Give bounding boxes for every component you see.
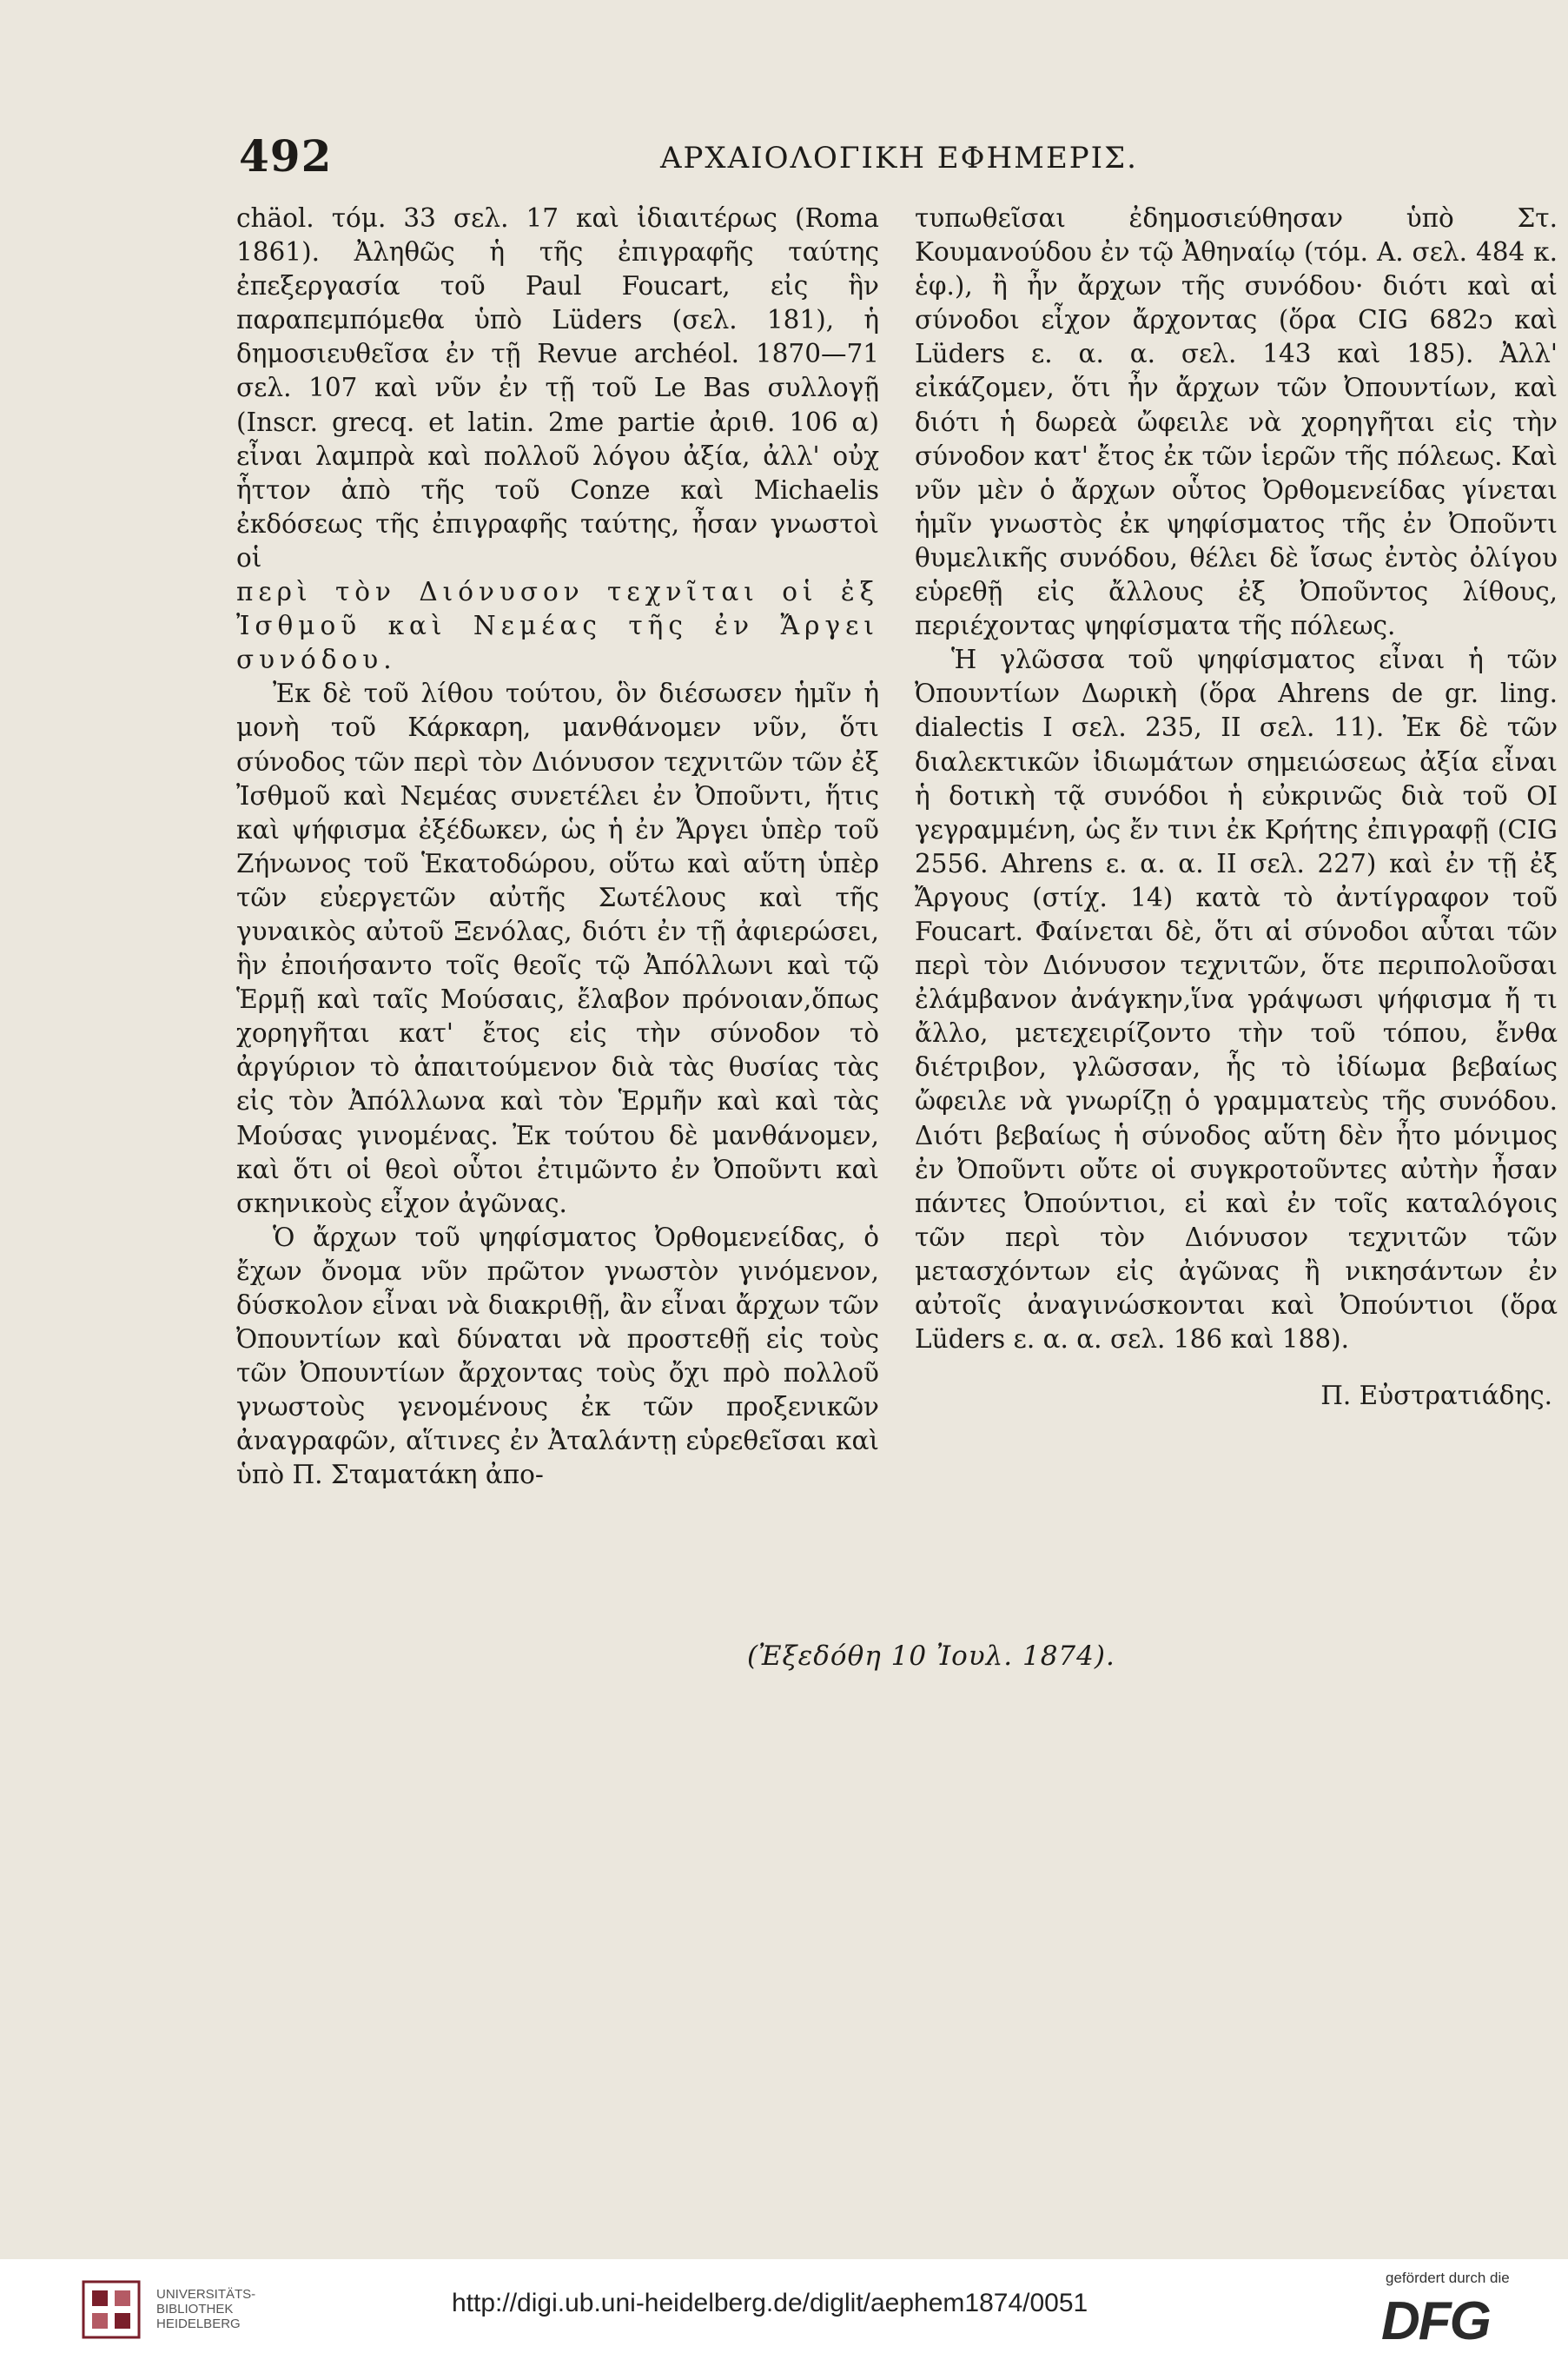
library-emblem-icon: [80, 2278, 142, 2341]
university-library-logo[interactable]: [80, 2278, 256, 2339]
library-line: HEIDELBERG: [156, 2317, 241, 2331]
page-number: 492: [239, 130, 333, 182]
library-line: BIBLIOTHEK: [156, 2302, 234, 2317]
paragraph: τυπωθεῖσαι ἐδημοσιεύθησαν ὑπὸ Στ. Κουμανούδου ἐν τῷ Ἀθηναίῳ (τόμ. Α. σελ. 484 κ. ἑφ.), ἢ ἦν ἄρχων τῆς συνόδου· διότι καὶ αἱ σύνοδοι εἶχον ἄρχοντας (ὅρα CIG 682ͻ καὶ Lüders ε. α. α. σελ. 143 καὶ 185). Ἀλλ' εἰκάζομεν, ὅτι ἦν ἄρχων τῶν Ὀπουντίων, καὶ διότι ἡ δωρεὰ ὤφειλε νὰ χορηγῆται εἰς τὴν σύνοδον κατ' ἔτος ἐκ τῶν ἱερῶν τῆς πόλεως. Καὶ νῦν μὲν ὁ ἄρχων οὗτος Ὀρθομενείδας γίνεται ἡμῖν γνωστὸς ἐκ ψηφίσματος τῆς ἐν Ὀποῦντι θυμελικῆς συνόδου, θέλει δὲ ἴσως ἐντὸς ὀλίγου εὑρεθῇ εἰς ἄλλους ἐξ Ὀποῦντος λίθους, περιέχοντας ψηφίσματα τῆς πόλεως.: [915, 203, 1558, 641]
funded-by-label: gefördert durch die: [1386, 2270, 1510, 2286]
author-signature: Π. Εὐστρατιάδης.: [1320, 1381, 1552, 1411]
left-column: [236, 202, 879, 1493]
dfg-logo[interactable]: DFG: [1381, 2291, 1490, 2351]
paragraph: Ὁ ἄρχων τοῦ ψηφίσματος Ὀρθομενείδας, ὁ ἔχων ὄνομα νῦν πρῶτον γνωστὸν γινόμενον, δύσκολον εἶναι νὰ διακριθῇ, ἂν εἶναι ἄρχων τῶν Ὀπουντίων καὶ δύναται νὰ προστεθῇ εἰς τοὺς τῶν Ὀπουντίων ἄρχοντας τοὺς ὄχι πρὸ πολλοῦ γνωστοὺς γενομένους ἐκ τῶν προξενικῶν ἀναγραφῶν, αἵτινες ἐν Ἀταλάντῃ εὑρεθεῖσαι καὶ ὑπὸ Π. Σταματάκη ἀπο-: [236, 1222, 879, 1490]
paragraph: Ἡ γλῶσσα τοῦ ψηφίσματος εἶναι ἡ τῶν Ὀπουντίων Δωρικὴ (ὅρα Ahrens de gr. ling. dialectis I σελ. 235, II σελ. 11). Ἐκ δὲ τῶν διαλεκτικῶν ἰδιωμάτων σημειώσεως ἀξία εἶναι ἡ δοτικὴ τᾷ συνόδοι ἡ εὐκρινῶς διὰ τοῦ ΟΙ γεγραμμένη, ὡς ἔν τινι ἐκ Κρήτης ἐπιγραφῇ (CIG 2556. Ahrens ε. α. α. II σελ. 227) καὶ ἐν τῇ ἐξ Ἄργους (στίχ. 14) κατὰ τὸ ἀντίγραφον τοῦ Foucart. Φαίνεται δὲ, ὅτι αἱ σύνοδοι αὗται τῶν περὶ τὸν Διόνυσον τεχνιτῶν, ὅτε περιπολοῦσαι ἐλάμβανον ἀνάγκην,ἵνα γράψωσι ψήφισμα ἤ τι ἄλλο, μετεχειρίζοντο τὴν τοῦ τόπου, ἔνθα διέτριβον, γλῶσσαν, ἧς τὸ ἰδίωμα βεβαίως ὤφειλε νὰ γνωρίζῃ ὁ γραμματεὺς τῆς συνόδου. Διότι βεβαίως ἡ σύνοδος αὕτη δὲν ἦτο μόνιμος ἐν Ὀποῦντι οὔτε οἱ συγκροτοῦντες αὐτὴν ἦσαν πάντες Ὀπούντιοι, εἰ καὶ ἐν τοῖς καταλόγοις τῶν περὶ τὸν Διόνυσον τεχνιτῶν τῶν μετασχόντων εἰς ἀγῶνας ἢ νικησάντων ἐν αὐτοῖς ἀναγινώσκονται καὶ Ὀπούντιοι (ὅρα Lüders ε. α. α. σελ. 186 καὶ 188).: [915, 645, 1558, 1355]
running-head: [0, 130, 1568, 182]
permalink-url[interactable]: http://digi.ub.uni-heidelberg.de/diglit/aephem1874/0051: [452, 2289, 1088, 2317]
paragraph: chäol. τόμ. 33 σελ. 17 καὶ ἰδιαιτέρως (Roma 1861). Ἀληθῶς ἡ τῆς ἐπιγραφῆς ταύτης ἐπεξεργασία τοῦ Paul Foucart, εἰς ἣν παραπεμπόμεθα ὑπὸ Lüders (σελ. 181), ἡ δημοσιευθεῖσα ἐν τῇ Revue archéol. 1870—71 σελ. 107 καὶ νῦν ἐν τῇ τοῦ Le Bas συλλογῇ (Inscr. grecq. et latin. 2me partie ἀριθ. 106 α) εἶναι λαμπρὰ καὶ πολλοῦ λόγου ἀξία, ἀλλ' οὐχ ἧττον ἀπὸ τῆς τοῦ Conze καὶ Michaelis ἐκδόσεως τῆς ἐπιγραφῆς ταύτης, ἦσαν γνωστοὶ οἱ: [236, 203, 879, 573]
spaced-phrase: περὶ τὸν Διόνυσον τεχνῖται οἱ ἐξ Ἰσθμοῦ καὶ Νεμέας τῆς ἐν Ἄργει συνόδου.: [236, 577, 879, 675]
journal-title: ΑΡΧΑΙΟΛΟΓΙΚΗ ΕΦΗΜΕΡΙΣ.: [660, 141, 1138, 176]
right-column: [915, 202, 1558, 1413]
footer-bar: [0, 2259, 1568, 2353]
paragraph: Ἐκ δὲ τοῦ λίθου τούτου, ὃν διέσωσεν ἡμῖν ἡ μονὴ τοῦ Κάρκαρη, μανθάνομεν νῦν, ὅτι σύνοδος τῶν περὶ τὸν Διόνυσον τεχνιτῶν τῶν ἐξ Ἰσθμοῦ καὶ Νεμέας συνετέλει ἐν Ὀποῦντι, ἥτις καὶ ψήφισμα ἐξέδωκεν, ὡς ἡ ἐν Ἄργει ὑπὲρ τοῦ Ζήνωνος τοῦ Ἑκατοδώρου, οὕτω καὶ αὕτη ὑπὲρ τῶν εὐεργετῶν αὐτῆς Σωτέλους καὶ τῆς γυναικὸς αὐτοῦ Ξενόλας, διότι ἐν τῇ ἀφιερώσει, ἣν ἐποιήσαντο τοῖς θεοῖς τῷ Ἀπόλλωνι καὶ τῷ Ἑρμῇ καὶ ταῖς Μούσαις, ἔλαβον πρόνοιαν,ὅπως χορηγῆται κατ' ἔτος εἰς τὴν σύνοδον τὸ ἀργύριον τὸ ἀπαιτούμενον διὰ τὰς θυσίας τὰς εἰς τὸν Ἀπόλλωνα καὶ τὸν Ἑρμῆν καὶ καὶ τὰς Μούσας γινομένας. Ἐκ τούτου δὲ μανθάνομεν, καὶ ὅτι οἱ θεοὶ οὗτοι ἐτιμῶντο ἐν Ὀποῦντι καὶ σκηνικοὺς εἶχον ἀγῶνας.: [236, 679, 879, 1218]
publication-note: (Ἐξεδόθη 10 Ἰουλ. 1874).: [747, 1640, 1115, 1672]
library-line: UNIVERSITÄTS-: [156, 2287, 256, 2302]
